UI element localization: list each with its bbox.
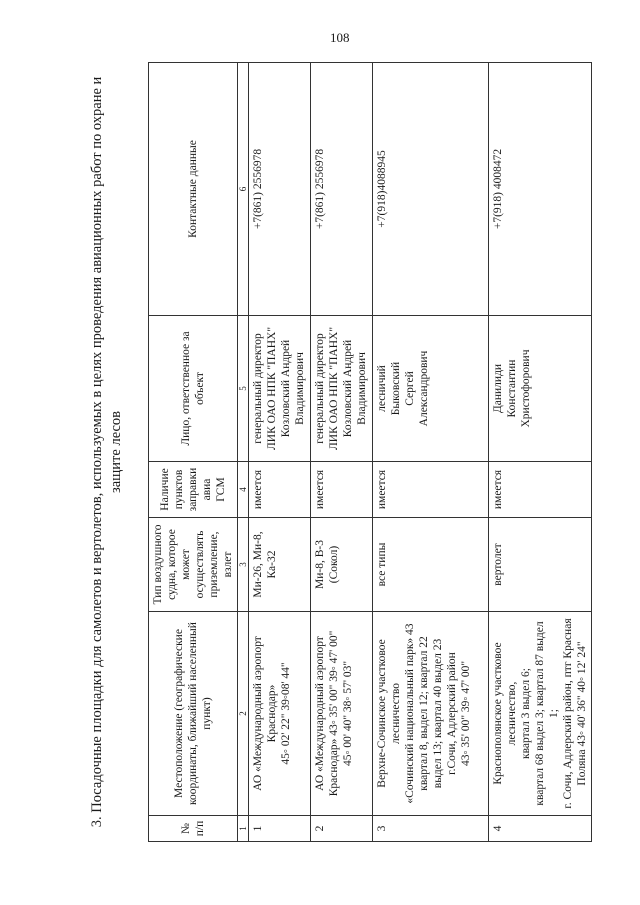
location-line: квартал 8, выдел 12; квартал 22 xyxy=(418,636,430,791)
location-line: Поляна 43◦ 40' 36" 40◦ 12' 24" xyxy=(576,641,588,786)
person-line: ЛИК ОАО НПК "ПАНХ" xyxy=(266,326,278,451)
location-cell xyxy=(311,612,373,816)
contact-cell: +7(861) 2556978 xyxy=(311,63,373,316)
location-cell xyxy=(489,612,592,816)
table-row xyxy=(489,63,592,842)
column-number: 2 xyxy=(238,612,249,816)
row-number: 2 xyxy=(311,816,373,842)
section-heading-line-1: 3. Посадочные площадки для самолетов и вертолетов, используемых в целях проведения авиационных работ по охране и xyxy=(89,76,105,828)
location-line: выдел 13; квартал 40 выдел 23 xyxy=(432,638,444,789)
location-line: Краснодар» xyxy=(266,684,278,743)
row-number: 3 xyxy=(373,816,489,842)
header-contact: Контактные данные xyxy=(149,63,238,316)
column-number-row xyxy=(238,63,249,842)
location-cell xyxy=(249,612,311,816)
header-number: № п/п xyxy=(149,816,238,842)
location-line: г.Сочи, Адлерский район xyxy=(446,652,458,775)
person-line: Данилиди xyxy=(492,363,504,414)
aircraft-type-cell: Ми-26, Ми-8, Ка-32 xyxy=(249,518,311,612)
table-row xyxy=(311,63,373,842)
section-heading-line-2: защите лесов xyxy=(108,410,124,494)
location-line: АО «Международный аэропорт xyxy=(252,636,264,791)
person-line: Козловский Андрей xyxy=(280,339,292,438)
person-line: Владимирович xyxy=(294,352,306,425)
fuel-cell: имеется xyxy=(489,462,592,518)
header-fuel: Наличие пунктов заправки авиа ГСМ xyxy=(149,462,238,518)
aircraft-type-cell: все типы xyxy=(373,518,489,612)
row-number: 4 xyxy=(489,816,592,842)
header-aircraft-type: Тип воздушного судна, которое может осуществлять приземление, взлет xyxy=(149,518,238,612)
column-number: 6 xyxy=(238,63,249,316)
fuel-cell: имеется xyxy=(311,462,373,518)
responsible-person-cell xyxy=(311,316,373,462)
table-row xyxy=(249,63,311,842)
location-line: «Сочинский национальный парк» 43 xyxy=(404,623,416,804)
column-number: 3 xyxy=(238,518,249,612)
rotated-page-content xyxy=(88,62,588,842)
person-line: Сергей xyxy=(404,371,416,406)
header-location: Местоположение (географические координаты, ближайший населенный пункт) xyxy=(149,612,238,816)
location-line: Верхне-Сочинское участковое лесничество xyxy=(376,639,402,788)
section-heading xyxy=(88,62,148,842)
person-line: ЛИК ОАО НПК "ПАНХ" xyxy=(328,326,340,451)
header-responsible-person: Лицо, ответственное за объект xyxy=(149,316,238,462)
fuel-cell: имеется xyxy=(249,462,311,518)
table-row xyxy=(373,63,489,842)
column-number: 5 xyxy=(238,316,249,462)
location-line: квартал 68 выдел 3; квартал 87 выдел 1; xyxy=(534,621,560,806)
responsible-person-cell xyxy=(373,316,489,462)
column-number: 4 xyxy=(238,462,249,518)
fuel-cell: имеется xyxy=(373,462,489,518)
location-cell xyxy=(373,612,489,816)
location-line: г. Сочи, Адлерский район, птг Красная xyxy=(562,618,574,809)
table-header-row xyxy=(149,63,238,842)
person-line: генеральный директор xyxy=(314,333,326,444)
location-line: Краснополянское участковое лесничество, xyxy=(492,642,518,785)
person-line: Быковский xyxy=(390,361,402,416)
location-line: 43◦ 35' 00" 39◦ 47' 00" xyxy=(460,660,472,767)
location-line: АО «Международный аэропорт xyxy=(314,636,326,791)
person-line: генеральный директор xyxy=(252,333,264,444)
location-line: квартал 3 выдел 6; xyxy=(520,668,532,759)
column-number: 1 xyxy=(238,816,249,842)
page-number: 108 xyxy=(330,30,350,45)
aircraft-type-cell: вертолет xyxy=(489,518,592,612)
person-line: Козловский Андрей xyxy=(342,339,354,438)
person-line: Владимирович xyxy=(356,352,368,425)
person-line: Александрович xyxy=(418,350,430,427)
contact-cell: +7(918)4088945 xyxy=(373,63,489,316)
responsible-person-cell xyxy=(249,316,311,462)
person-line: Христофорович xyxy=(520,349,532,428)
contact-cell: +7(918) 4008472 xyxy=(489,63,592,316)
location-line: 45◦ 00' 40" 38◦ 57' 03" xyxy=(342,660,354,767)
location-line: Краснодар» 43◦ 35' 00" 39◦ 47' 00" xyxy=(328,630,340,797)
person-line: лесничий xyxy=(376,365,388,412)
landing-sites-table xyxy=(148,62,592,842)
responsible-person-cell xyxy=(489,316,592,462)
person-line: Константин xyxy=(506,359,518,418)
contact-cell: +7(861) 2556978 xyxy=(249,63,311,316)
row-number: 1 xyxy=(249,816,311,842)
location-line: 45◦ 02' 22" 39◦08' 44" xyxy=(280,662,292,765)
aircraft-type-cell: Ми-8, В-3 (Сокол) xyxy=(311,518,373,612)
